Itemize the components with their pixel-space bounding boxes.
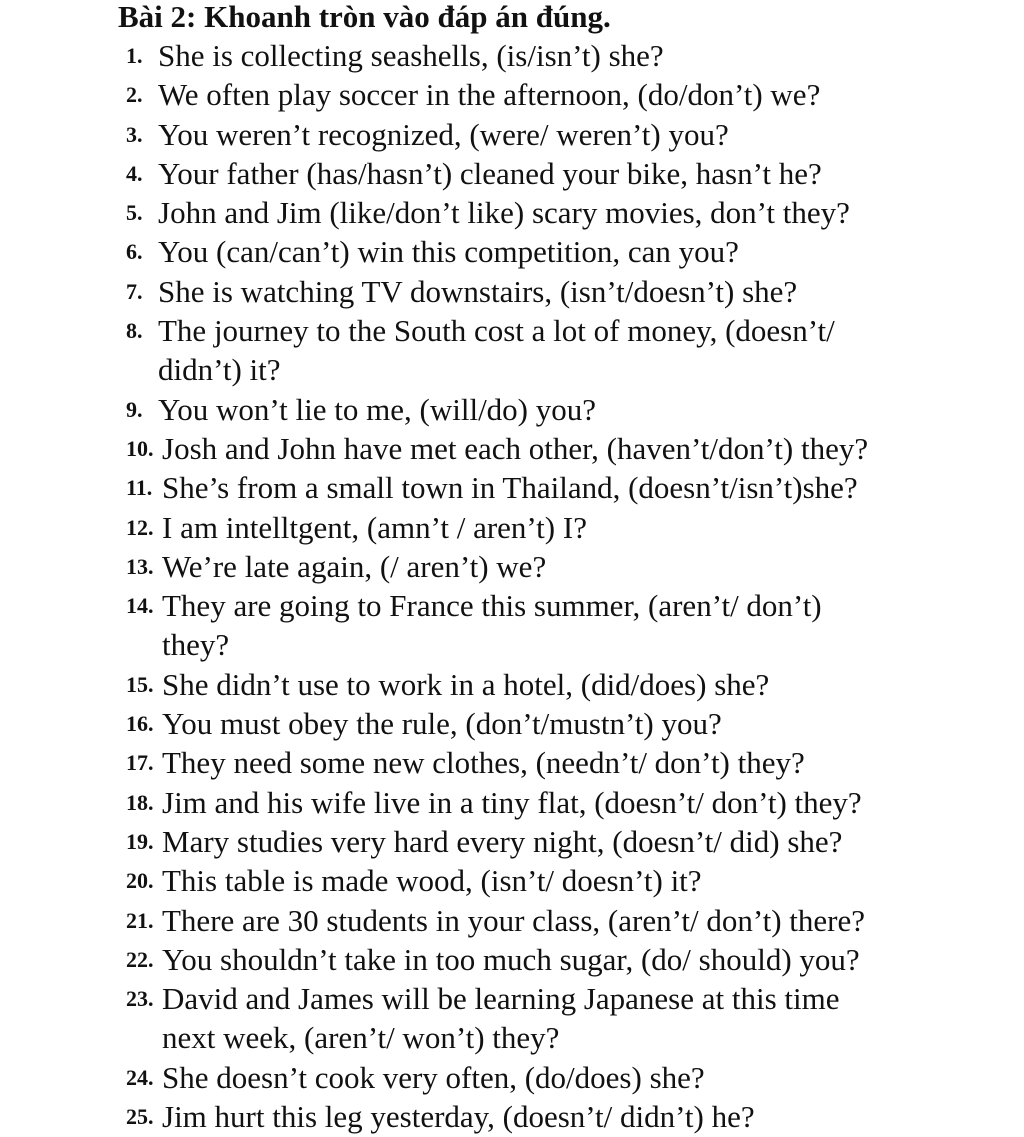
question-item [126,115,1006,154]
question-number: 9. [126,396,143,422]
question-item [126,508,1006,547]
question-text: I am intelltgent, (amn’t / aren’t) I? [162,509,587,545]
question-item [126,704,1006,743]
question-text: Jim hurt this leg yesterday, (doesn’t/ didn’t) he? [162,1099,755,1135]
question-number: 14. [126,593,154,619]
question-item [126,822,1006,861]
question-number: 24. [126,1064,154,1090]
question-item [126,468,1006,507]
question-number: 1. [126,43,143,68]
question-text: We’re late again, (/ aren’t) we? [162,548,547,584]
question-item [126,901,1006,940]
question-item [126,940,1006,979]
question-item [126,1097,1006,1136]
question-number: 16. [126,711,154,737]
question-item [126,586,1006,665]
question-number: 7. [126,278,143,304]
question-number: 10. [126,435,154,461]
question-item [126,154,1006,193]
question-text: She is watching TV downstairs, (isn’t/doesn’t) she? [158,273,798,309]
question-text: This table is made wood, (isn’t/ doesn’t) it? [162,863,702,899]
question-item [126,783,1006,822]
question-item [126,193,1006,232]
question-text: Josh and John have met each other, (haven’t/don’t) they? [162,430,869,466]
question-text-continued: they? [162,627,230,663]
question-number: 23. [126,986,154,1012]
question-text: We often play soccer in the afternoon, (do/don’t) we? [158,77,821,113]
question-number: 8. [126,318,143,344]
question-number: 17. [126,750,154,776]
question-text: She doesn’t cook very often, (do/does) she? [162,1059,705,1095]
question-text: David and James will be learning Japanese at this time [162,981,840,1017]
question-item [126,36,1006,75]
question-text: You won’t lie to me, (will/do) you? [158,391,597,427]
question-item [126,429,1006,468]
question-item [126,390,1006,429]
question-text-continued: didn’t) it? [158,352,281,388]
question-number: 11. [126,475,153,501]
question-number: 5. [126,200,143,226]
question-number: 21. [126,907,154,933]
question-item [126,861,1006,900]
question-number: 18. [126,789,154,815]
question-item [126,311,1006,390]
question-number: 3. [126,121,143,147]
question-number: 13. [126,553,154,579]
question-text: She is collecting seashells, (is/isn’t) she? [158,38,664,73]
question-text: John and Jim (like/don’t like) scary movies, don’t they? [158,195,850,231]
question-text: Mary studies very hard every night, (doesn’t/ did) she? [162,823,843,859]
question-text: You shouldn’t take in too much sugar, (do/ should) you? [162,941,860,977]
question-item [126,547,1006,586]
question-text: They need some new clothes, (needn’t/ don’t) they? [162,745,805,781]
question-number: 12. [126,514,154,540]
question-text: You weren’t recognized, (were/ weren’t) you? [158,116,729,152]
question-item [126,743,1006,782]
question-text: She didn’t use to work in a hotel, (did/does) she? [162,666,770,702]
question-text: The journey to the South cost a lot of money, (doesn’t/ [158,313,835,349]
question-number: 6. [126,239,143,265]
question-number: 2. [126,82,143,108]
question-text: There are 30 students in your class, (aren’t/ don’t) there? [162,902,865,938]
question-text: They are going to France this summer, (aren’t/ don’t) [162,588,822,624]
question-item [126,272,1006,311]
question-text: You must obey the rule, (don’t/mustn’t) you? [162,706,722,742]
question-text: She’s from a small town in Thailand, (doesn’t/isn’t)she? [162,470,858,506]
question-item [126,75,1006,114]
question-text: Jim and his wife live in a tiny flat, (doesn’t/ don’t) they? [162,784,862,820]
question-list [126,36,1006,1136]
exercise-heading: Bài 2: Khoanh tròn vào đáp án đúng. [118,0,611,34]
question-number: 22. [126,946,154,972]
question-number: 4. [126,160,143,186]
question-item [126,232,1006,271]
question-number: 19. [126,828,154,854]
question-item [126,979,1006,1058]
question-text: You (can/can’t) win this competition, can you? [158,234,739,270]
question-text: Your father (has/hasn’t) cleaned your bike, hasn’t he? [158,155,822,191]
question-number: 20. [126,868,154,894]
question-item [126,665,1006,704]
question-item [126,1058,1006,1097]
question-number: 15. [126,671,154,697]
question-number: 25. [126,1104,154,1130]
question-text-continued: next week, (aren’t/ won’t) they? [162,1020,560,1056]
